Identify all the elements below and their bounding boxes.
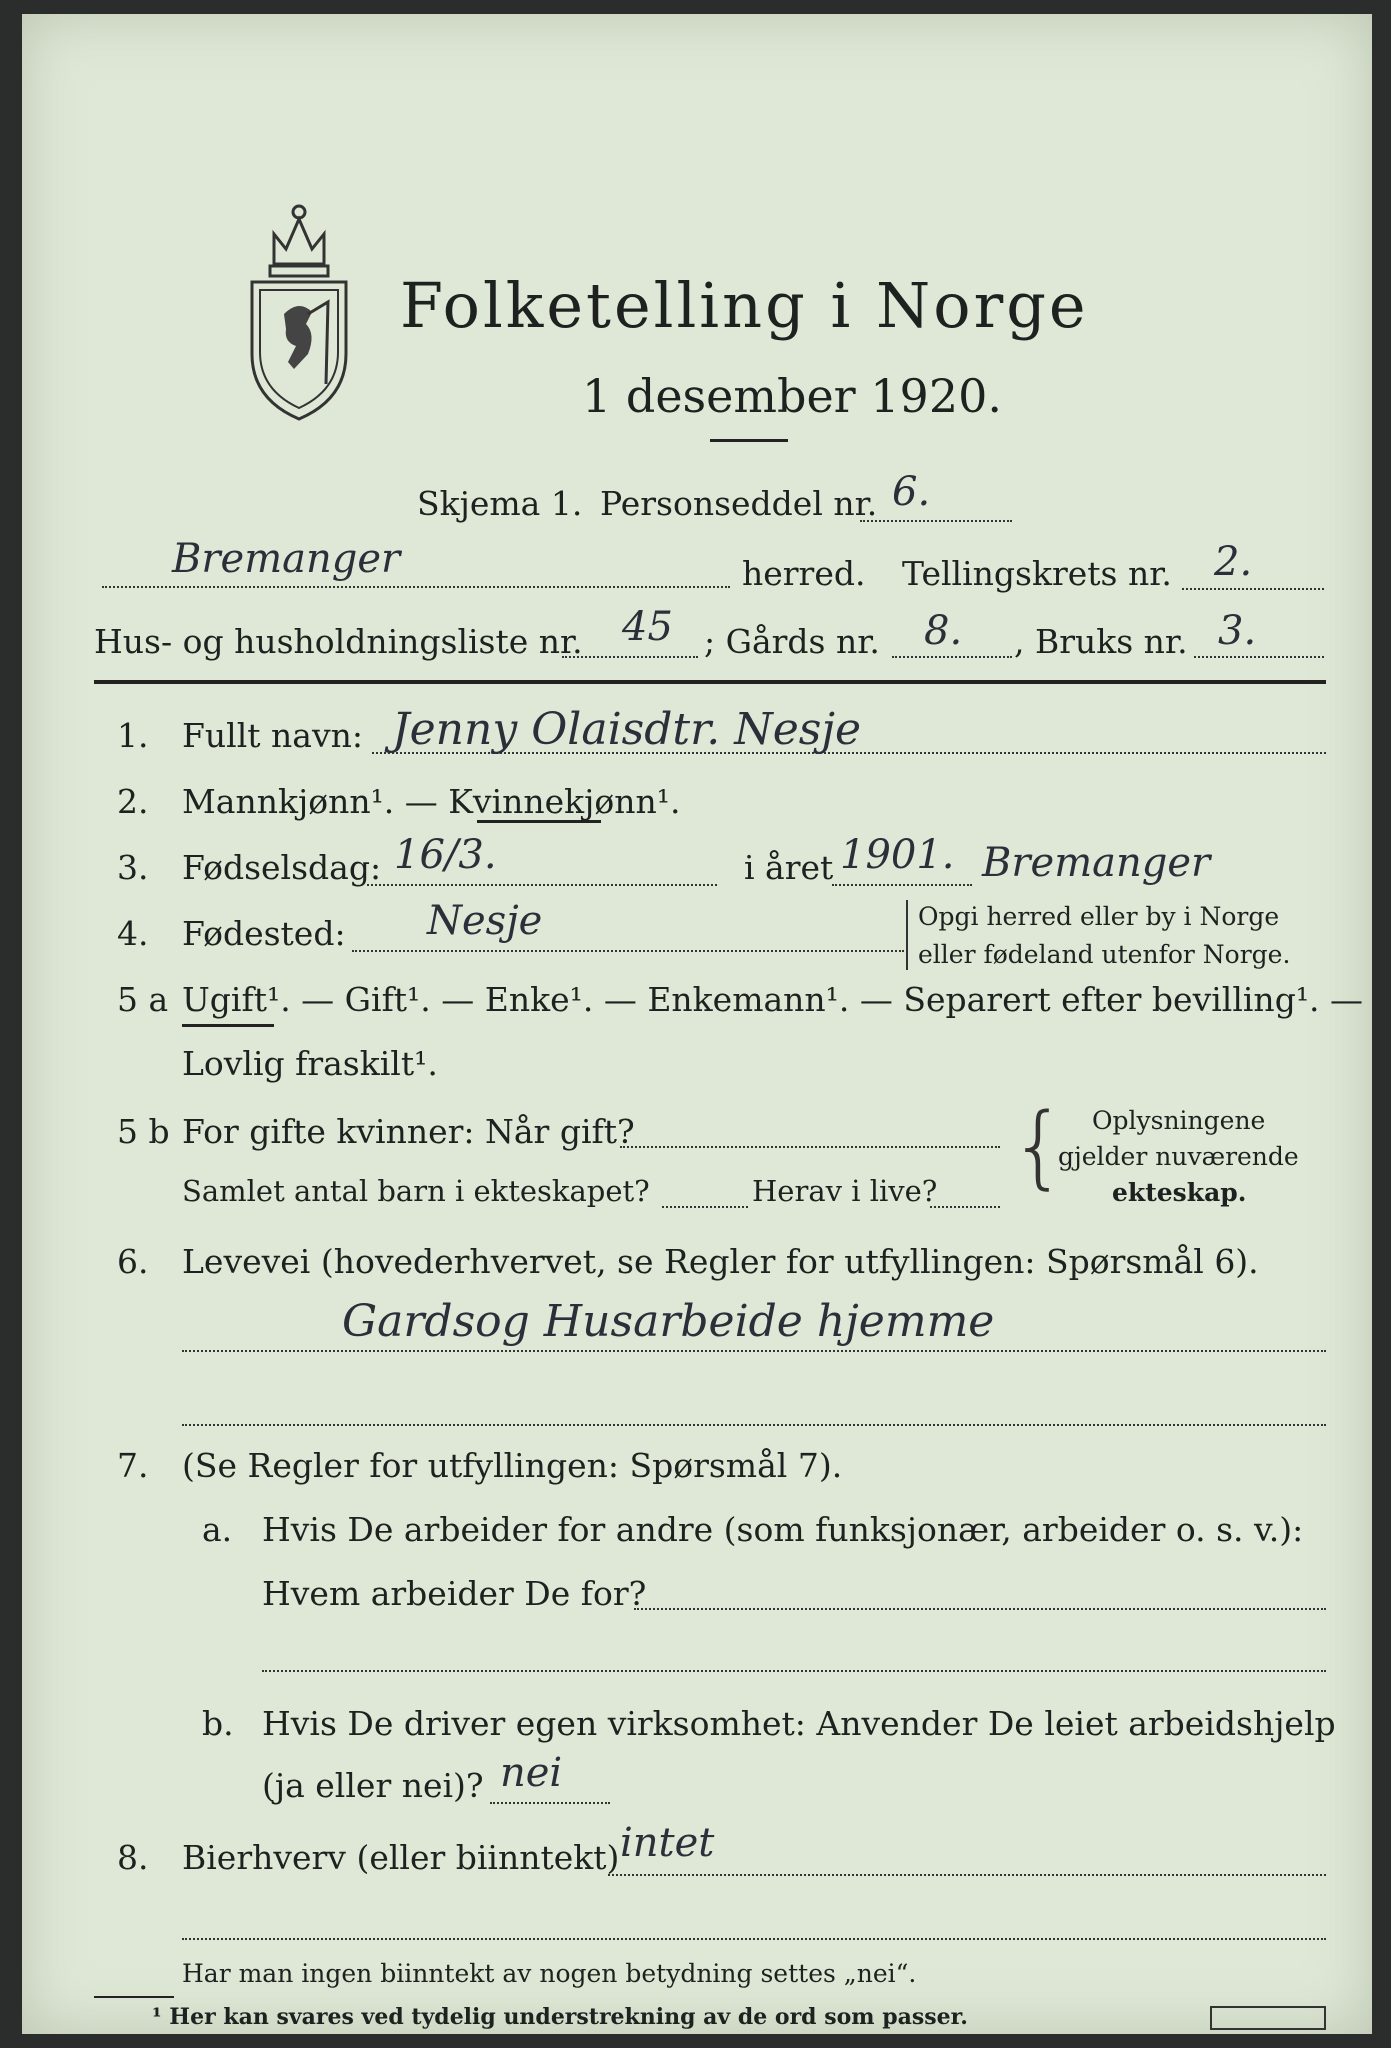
header-divider	[94, 680, 1326, 684]
q7a-line2	[262, 1670, 1326, 1672]
title-divider	[710, 439, 788, 442]
q7a-text: Hvis De arbeider for andre (som funksjonær, arbeider o. s. v.):	[262, 1510, 1304, 1549]
q5a-number: 5 a	[117, 980, 169, 1019]
q4-note-brace	[906, 900, 914, 970]
printer-stamp	[1210, 2006, 1326, 2030]
form-date: 1 desember 1920.	[582, 369, 1002, 423]
q6-number: 6.	[117, 1242, 149, 1281]
q3-value: 16/3.	[394, 832, 497, 878]
q6-line2	[182, 1424, 1326, 1426]
q3-extra-value: Bremanger	[982, 840, 1211, 886]
q5b-note1: Oplysningene	[1092, 1106, 1266, 1135]
q7a-letter: a.	[202, 1510, 233, 1549]
q3-number: 3.	[117, 848, 149, 887]
tellingskrets-line	[1182, 588, 1324, 590]
q3-year-line	[832, 884, 972, 886]
q7-label: (Se Regler for utfyllingen: Spørsmål 7).	[182, 1446, 843, 1485]
q7a-line1	[634, 1608, 1326, 1610]
q5b-brace: {	[1010, 1094, 1068, 1199]
q2-number: 2.	[117, 782, 149, 821]
q7b-line	[490, 1802, 610, 1804]
q7b-text: Hvis De driver egen virksomhet: Anvender De leiet arbeidshjelp	[262, 1704, 1336, 1743]
gards-value: 8.	[924, 608, 963, 654]
q5b-gift-line	[620, 1146, 1000, 1148]
form-title: Folketelling i Norge	[400, 269, 1089, 342]
q5b-label: For gifte kvinner: Når gift?	[182, 1112, 635, 1151]
q5b-label2: Samlet antal barn i ekteskapet?	[182, 1174, 650, 1208]
bruks-line	[1194, 656, 1324, 658]
q5b-note3: ekteskap.	[1112, 1178, 1247, 1207]
q3-line	[367, 884, 717, 886]
q1-label: Fullt navn:	[182, 716, 363, 755]
q4-label: Fødested:	[182, 914, 346, 953]
q2-underline	[477, 820, 601, 823]
footnote: ¹ Her kan svares ved tydelig understrekning av de ord som passer.	[152, 2004, 968, 2030]
hus-value: 45	[622, 604, 673, 650]
q3-year-value: 1901.	[840, 832, 955, 878]
q7b-value: nei	[500, 1750, 563, 1796]
q1-number: 1.	[117, 716, 149, 755]
q4-value: Nesje	[427, 898, 543, 944]
census-form-page	[22, 14, 1372, 2034]
q5b-number: 5 b	[117, 1112, 170, 1151]
q4-number: 4.	[117, 914, 149, 953]
q5a-underline	[182, 1024, 274, 1027]
herred-value: Bremanger	[172, 536, 401, 582]
q5b-note2: gjelder nuværende	[1058, 1142, 1299, 1171]
q6-label: Levevei (hovederhvervet, se Regler for utfyllingen: Spørsmål 6).	[182, 1242, 1259, 1281]
q5b-label3: Herav i live?	[752, 1174, 938, 1208]
q5a-label: Ugift¹. — Gift¹. — Enke¹. — Enkemann¹. — Separert efter bevilling¹. —	[182, 980, 1364, 1019]
coat-of-arms-icon	[244, 194, 354, 424]
footer-note: Har man ingen biinntekt av nogen betydning settes „nei“.	[182, 1959, 917, 1988]
q4-line	[352, 950, 904, 952]
q6-line1	[182, 1350, 1326, 1352]
q8-number: 8.	[117, 1838, 149, 1877]
q1-value: Jenny Olaisdtr. Nesje	[392, 704, 862, 755]
q3-year-label: i året	[744, 848, 834, 887]
gards-label: ; Gårds nr.	[704, 622, 880, 661]
q7b-letter: b.	[202, 1704, 234, 1743]
personseddel-value: 6.	[892, 469, 931, 515]
gards-line	[892, 656, 1012, 658]
q5b-live-line	[930, 1206, 1000, 1208]
q5a-label2: Lovlig fraskilt¹.	[182, 1044, 438, 1083]
herred-label: herred.	[742, 554, 866, 593]
bruks-label: , Bruks nr.	[1014, 622, 1188, 661]
q8-line2	[182, 1938, 1326, 1940]
q7a-text2: Hvem arbeider De for?	[262, 1574, 647, 1613]
tellingskrets-value: 2.	[1214, 539, 1253, 585]
hus-line	[562, 656, 698, 658]
q8-label: Bierhverv (eller biinntekt)	[182, 1838, 620, 1877]
herred-line	[102, 586, 730, 588]
q2-label: Mannkjønn¹. — Kvinnekjønn¹.	[182, 782, 681, 821]
q8-line1	[608, 1874, 1326, 1876]
q3-label: Fødselsdag:	[182, 848, 382, 887]
q7b-text2: (ja eller nei)?	[262, 1766, 484, 1805]
bruks-value: 3.	[1218, 608, 1257, 654]
q5b-barn-line	[662, 1206, 748, 1208]
skjema-label: Skjema 1.	[417, 484, 583, 523]
q6-value: Gardsog Husarbeide hjemme	[342, 1296, 995, 1347]
q4-note-line1: Opgi herred eller by i Norge	[918, 902, 1280, 931]
personseddel-line	[860, 520, 1012, 522]
q7-number: 7.	[117, 1446, 149, 1485]
tellingskrets-label: Tellingskrets nr.	[902, 554, 1172, 593]
hus-label: Hus- og husholdningsliste nr.	[94, 622, 583, 661]
personseddel-label: Personseddel nr.	[600, 484, 878, 523]
q4-note-line2: eller fødeland utenfor Norge.	[918, 940, 1291, 969]
q8-value: intet	[620, 1820, 715, 1866]
footnote-divider	[94, 1996, 174, 1998]
